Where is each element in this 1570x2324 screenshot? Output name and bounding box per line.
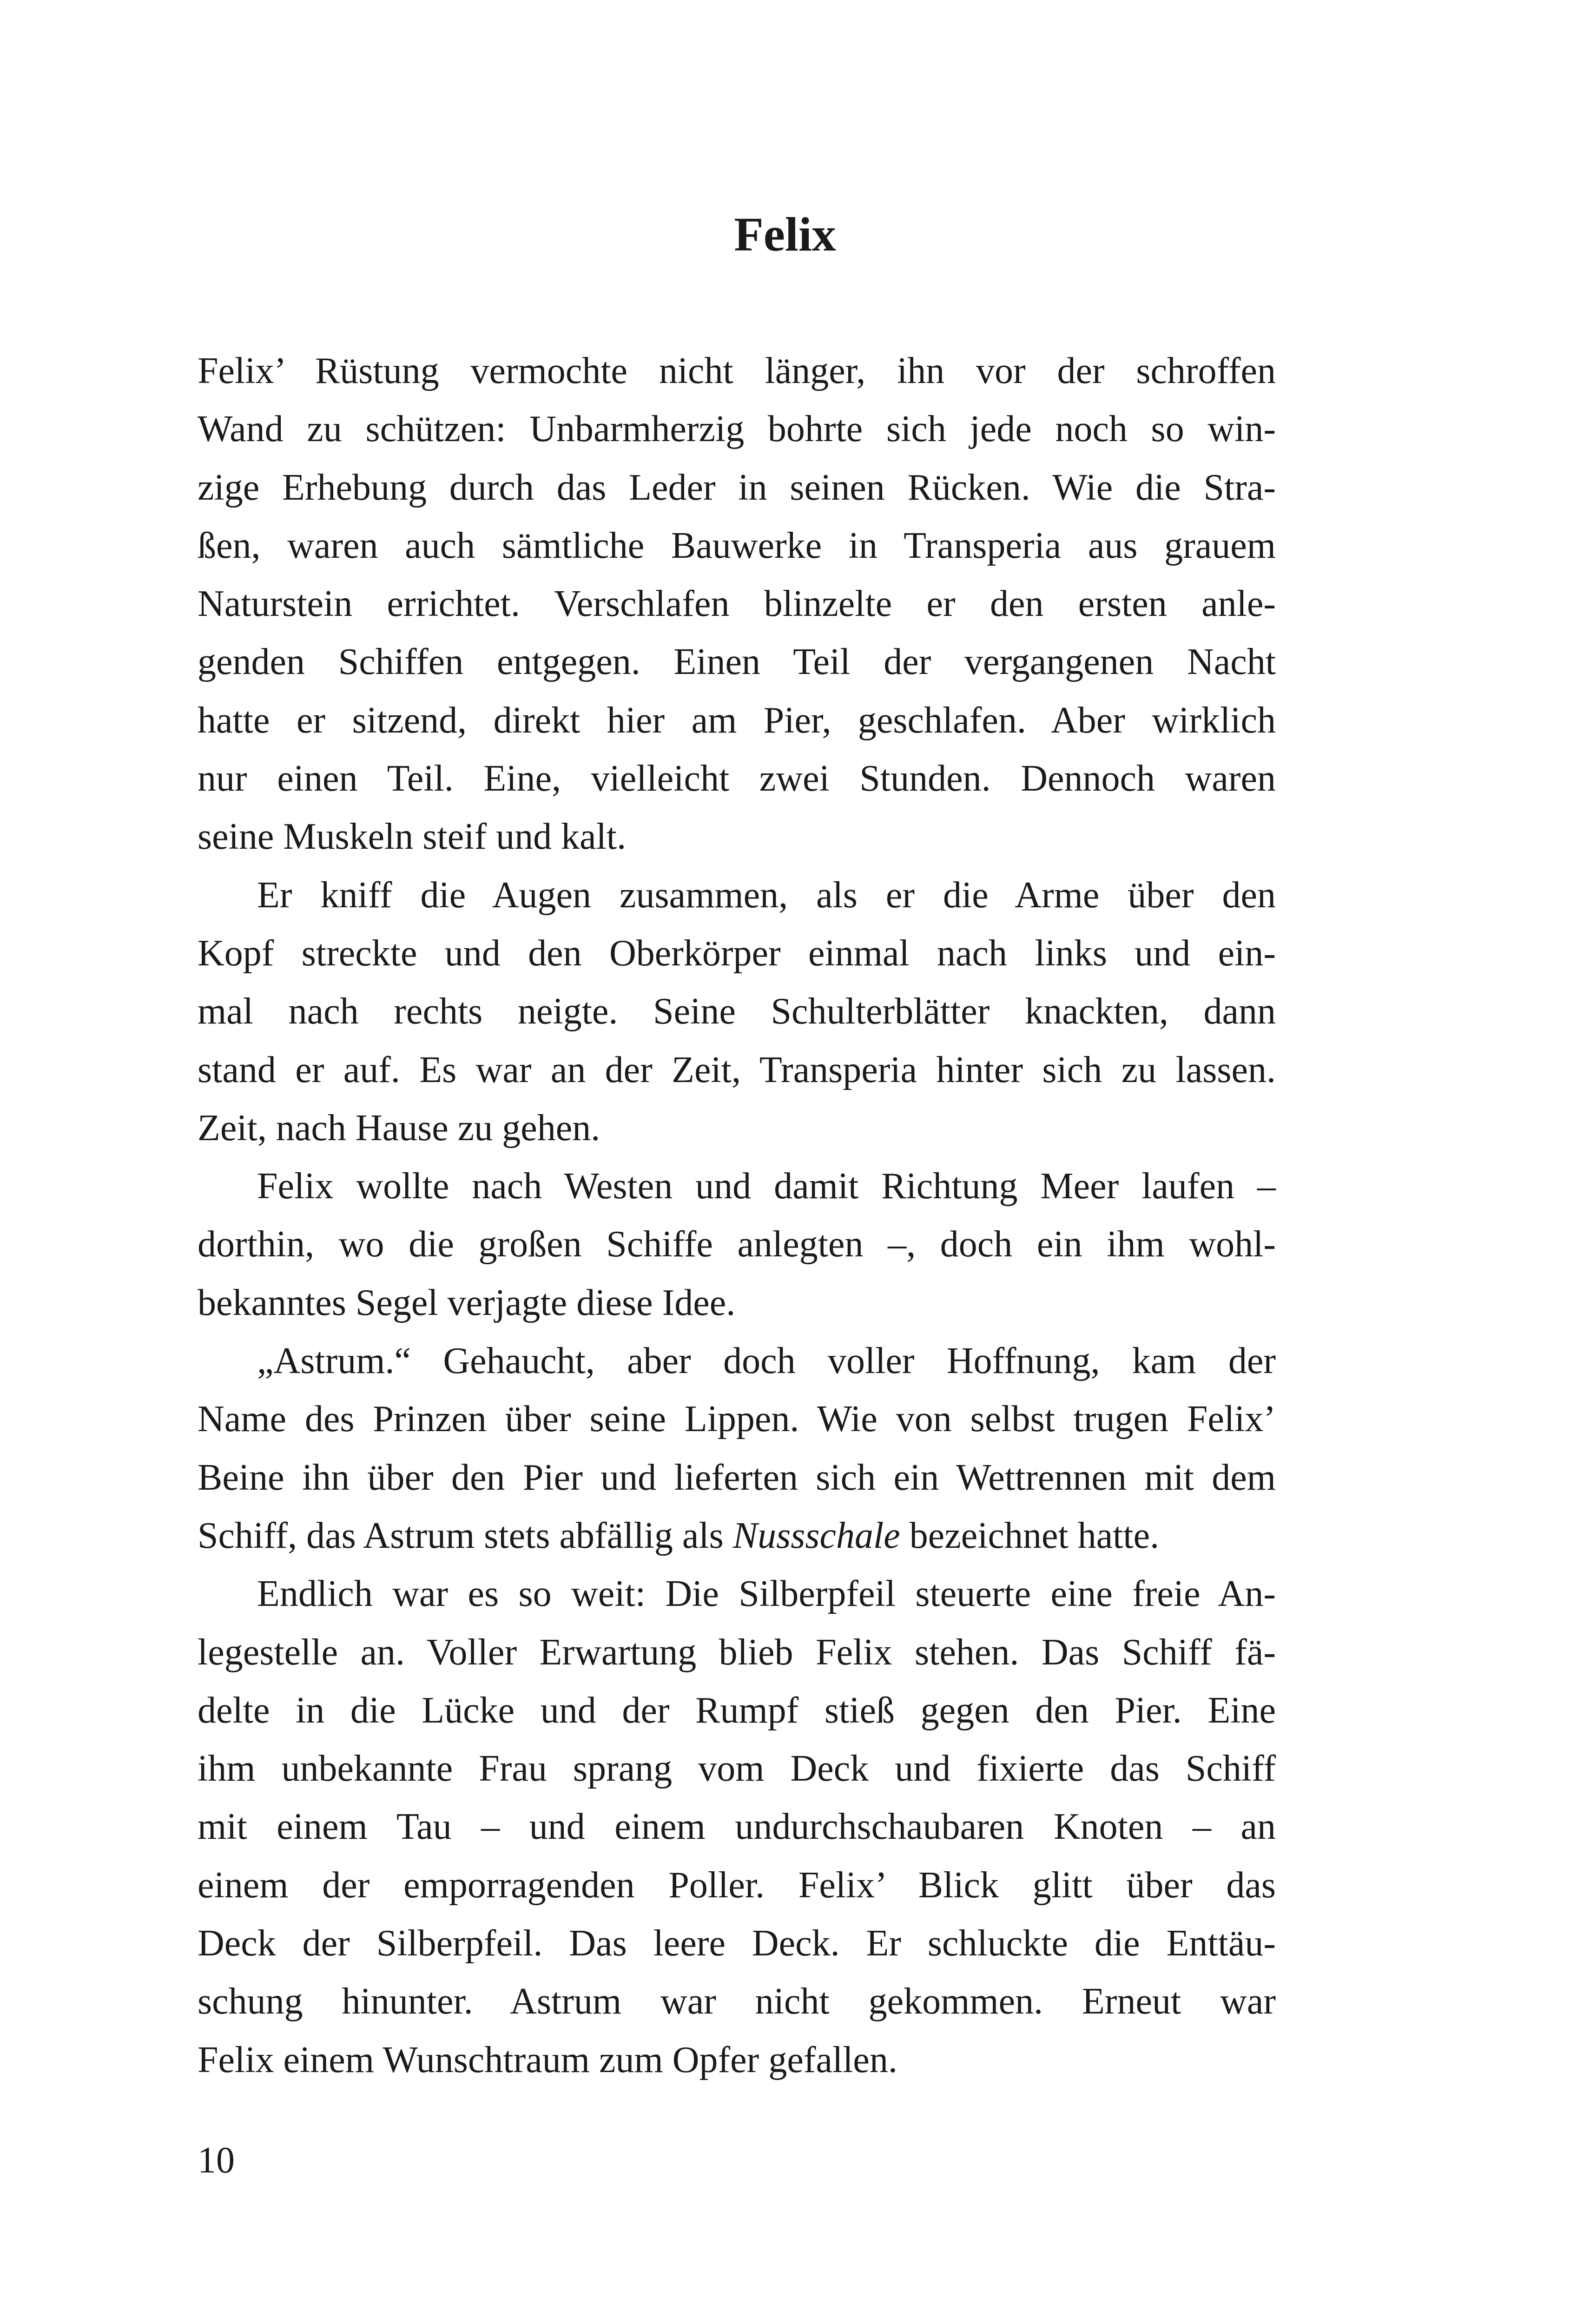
text-line [198,1973,1276,2031]
text-line [198,1624,1276,1682]
text-line [198,2031,1276,2089]
text-line [198,1565,1276,1623]
text-line-content: genden Schiffen entgegen. Einen Teil der vergangenen Nacht [198,641,1276,683]
text-line-content: Er kniff die Augen zusammen, als er die Arme über den [257,874,1276,916]
text-line [198,1041,1276,1099]
text-line-content: Naturstein errichtet. Verschlafen blinzelte er den ersten anle- [198,583,1276,625]
text-line-content: Felix einem Wunschtraum zum Opfer gefallen. [198,2039,897,2080]
text-line [198,1449,1276,1507]
text-line-content: Kopf streckte und den Oberkörper einmal nach links und ein- [198,932,1276,974]
text-line [198,633,1276,691]
chapter-body [198,342,1276,2089]
text-line [198,1274,1276,1332]
text-line-continuation: bezeichnet hatte. [900,1515,1160,1556]
text-line [198,517,1276,575]
text-line [198,983,1276,1041]
text-line-content: Felix’ Rüstung vermochte nicht länger, ihn vor der schroffen [198,350,1276,391]
text-line-content: legestelle an. Voller Erwartung blieb Felix stehen. Das Schiff fä- [198,1631,1276,1673]
text-line [198,400,1276,458]
text-line-content: ßen, waren auch sämtliche Bauwerke in Transperia aus grauem [198,525,1276,566]
text-line [198,808,1276,866]
text-line [198,1740,1276,1798]
text-line-content: zige Erhebung durch das Leder in seinen Rücken. Wie die Stra- [198,467,1276,508]
text-line-content: schung hinunter. Astrum war nicht gekommen. Erneut war [198,1981,1276,2022]
chapter-title: Felix [734,208,836,261]
text-line-content: dorthin, wo die großen Schiffe anlegten –, doch ein ihm wohl- [198,1224,1276,1265]
text-line-content: Name des Prinzen über seine Lippen. Wie von selbst trugen Felix’ [198,1399,1276,1440]
text-line-content: stand er auf. Es war an der Zeit, Transperia hinter sich zu lassen. [198,1049,1276,1090]
text-line-content: seine Muskeln steif und kalt. [198,816,627,858]
text-line [198,866,1276,924]
text-line-content: hatte er sitzend, direkt hier am Pier, geschlafen. Aber wirklich [198,700,1276,741]
text-line [198,1215,1276,1274]
text-line [198,1099,1276,1157]
text-line-content: ihm unbekannte Frau sprang vom Deck und fixierte das Schiff [198,1748,1276,1789]
text-line [198,1798,1276,1856]
text-line [198,924,1276,983]
text-line [198,1682,1276,1740]
text-line-content: nur einen Teil. Eine, vielleicht zwei Stunden. Dennoch waren [198,758,1276,799]
text-line-content: delte in die Lücke und der Rumpf stieß gegen den Pier. Eine [198,1690,1276,1731]
text-line [198,1157,1276,1215]
italic-word: Nussschale [732,1515,900,1556]
text-line-content: Felix wollte nach Westen und damit Richtung Meer laufen – [257,1166,1276,1207]
text-line-content: einem der emporragenden Poller. Felix’ Blick glitt über das [198,1864,1276,1906]
text-line-content: Zeit, nach Hause zu gehen. [198,1107,600,1149]
text-line [198,1390,1276,1448]
text-line [198,1915,1276,1973]
text-line [198,575,1276,633]
text-line-content: Wand zu schützen: Unbarmherzig bohrte sich jede noch so win- [198,409,1276,450]
text-line-content: Schiff, das Astrum stets abfällig als [198,1515,733,1556]
text-line-content: Endlich war es so weit: Die Silberpfeil steuerte eine freie An- [257,1573,1276,1615]
text-line [198,750,1276,808]
text-line-content: „Astrum.“ Gehaucht, aber doch voller Hoffnung, kam der [257,1340,1276,1382]
text-line-content: bekanntes Segel verjagte diese Idee. [198,1282,736,1323]
text-line [198,1507,1276,1565]
text-line-content: Deck der Silberpfeil. Das leere Deck. Er schluckte die Enttäu- [198,1923,1276,1964]
text-line [198,1856,1276,1915]
text-line [198,342,1276,400]
text-line-content: mal nach rechts neigte. Seine Schulterblätter knackten, dann [198,991,1276,1032]
text-line-content: mit einem Tau – und einem undurchschaubaren Knoten – an [198,1806,1276,1848]
text-line [198,1332,1276,1390]
text-line [198,692,1276,750]
text-line [198,459,1276,517]
text-line-content: Beine ihn über den Pier und lieferten sich ein Wettrennen mit dem [198,1457,1276,1498]
page-number: 10 [198,2140,235,2181]
